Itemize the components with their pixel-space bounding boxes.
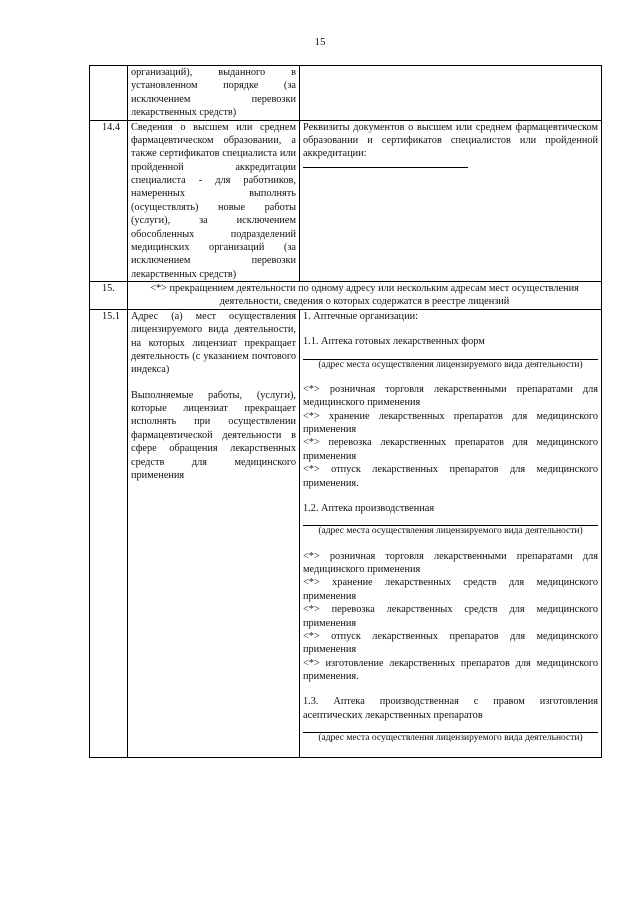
address-fill-line[interactable] (303, 515, 598, 526)
checkbox-item[interactable]: <*> розничная торговля лекарственными препаратами для медицинского применения (303, 383, 598, 409)
fill-in-line[interactable] (303, 161, 468, 168)
license-form-table (89, 65, 602, 758)
checkbox-item[interactable]: <*> отпуск лекарственных препаратов для медицинского применения (303, 630, 598, 656)
pharmacy-heading: 1. Аптечные организации: (303, 310, 418, 322)
checkbox-item[interactable]: <*> перевозка лекарственных средств для медицинского применения (303, 604, 598, 629)
field-value-text: Реквизиты документов о высшем или среднем фармацевтическом образовании и сертификатов специалистов или пройденной аккредитации: (303, 121, 598, 160)
section-title-1-3: 1.3. Аптека производственная с правом изготовления асептических лекарственных препаратов (303, 696, 598, 721)
field-value-cell (300, 309, 602, 757)
row-number-cell (90, 66, 128, 121)
table-row-15 (90, 282, 602, 310)
table-row-continuation (90, 66, 602, 121)
checkbox-item[interactable]: <*> изготовление лекарственных препаратов для медицинского применения. (303, 657, 598, 683)
table-row-14-4 (90, 120, 602, 282)
field-description: Сведения о высшем или среднем фармацевтическом образовании, а также сертификатов специалиста или пройденной аккредитации специалиста - для работников, намеренных выполнять (осуществлять) новые работы (услуги), за исключением обособленных подразделений медицинских организаций (за исключением перевозки лекарственных средств) (128, 120, 300, 282)
page-number: 15 (314, 36, 326, 48)
checkbox-item[interactable]: <*> розничная торговля лекарственными препаратами для медицинского применения (303, 550, 598, 576)
field-value-cell (300, 66, 602, 121)
checkbox-item[interactable]: <*> хранение лекарственных средств для медицинского применения (303, 577, 598, 602)
row-number: 15. (90, 282, 128, 310)
address-fill-line[interactable] (303, 349, 598, 360)
field-value-cell (300, 120, 602, 282)
address-caption: (адрес места осуществления лицензируемого вида деятельности) (318, 359, 583, 370)
field-description-address: Адрес (а) мест осуществления лицензируемого вида деятельности, на которых лицензиат прекращает деятельность (с указанием почтового индекса) (131, 310, 296, 376)
checkbox-item[interactable]: <*> отпуск лекарственных препаратов для медицинского применения. (303, 464, 598, 489)
section-heading: <*> прекращением деятельности по одному адресу или нескольким адресам мест осуществления деятельности, сведения о которых содержатся в реестре лицензий (128, 282, 602, 310)
checkbox-item[interactable]: <*> хранение лекарственных препаратов для медицинского применения (303, 410, 598, 436)
row-number: 14.4 (90, 120, 128, 282)
section-title-1-1: 1.1. Аптека готовых лекарственных форм (303, 336, 485, 348)
checkbox-item[interactable]: <*> перевозка лекарственных препаратов для медицинского применения (303, 437, 598, 462)
field-description-works: Выполняемые работы, (услуги), которые лицензиат прекращает исполнять при осуществлении фармацевтической деятельности в сфере обращения лекарственных средств для медицинского применения (131, 389, 296, 481)
field-description: организаций), выданного в установленном порядке (за исключением перевозки лекарственных средств) (128, 66, 300, 121)
table-row-15-1 (90, 309, 602, 757)
field-description-cell (128, 309, 300, 757)
address-caption: (адрес места осуществления лицензируемого вида деятельности) (318, 526, 583, 537)
address-fill-line[interactable] (303, 722, 598, 733)
section-title-1-2: 1.2. Аптека производственная (303, 502, 435, 514)
row-number: 15.1 (90, 309, 128, 757)
address-caption: (адрес места осуществления лицензируемого вида деятельности) (318, 733, 583, 744)
